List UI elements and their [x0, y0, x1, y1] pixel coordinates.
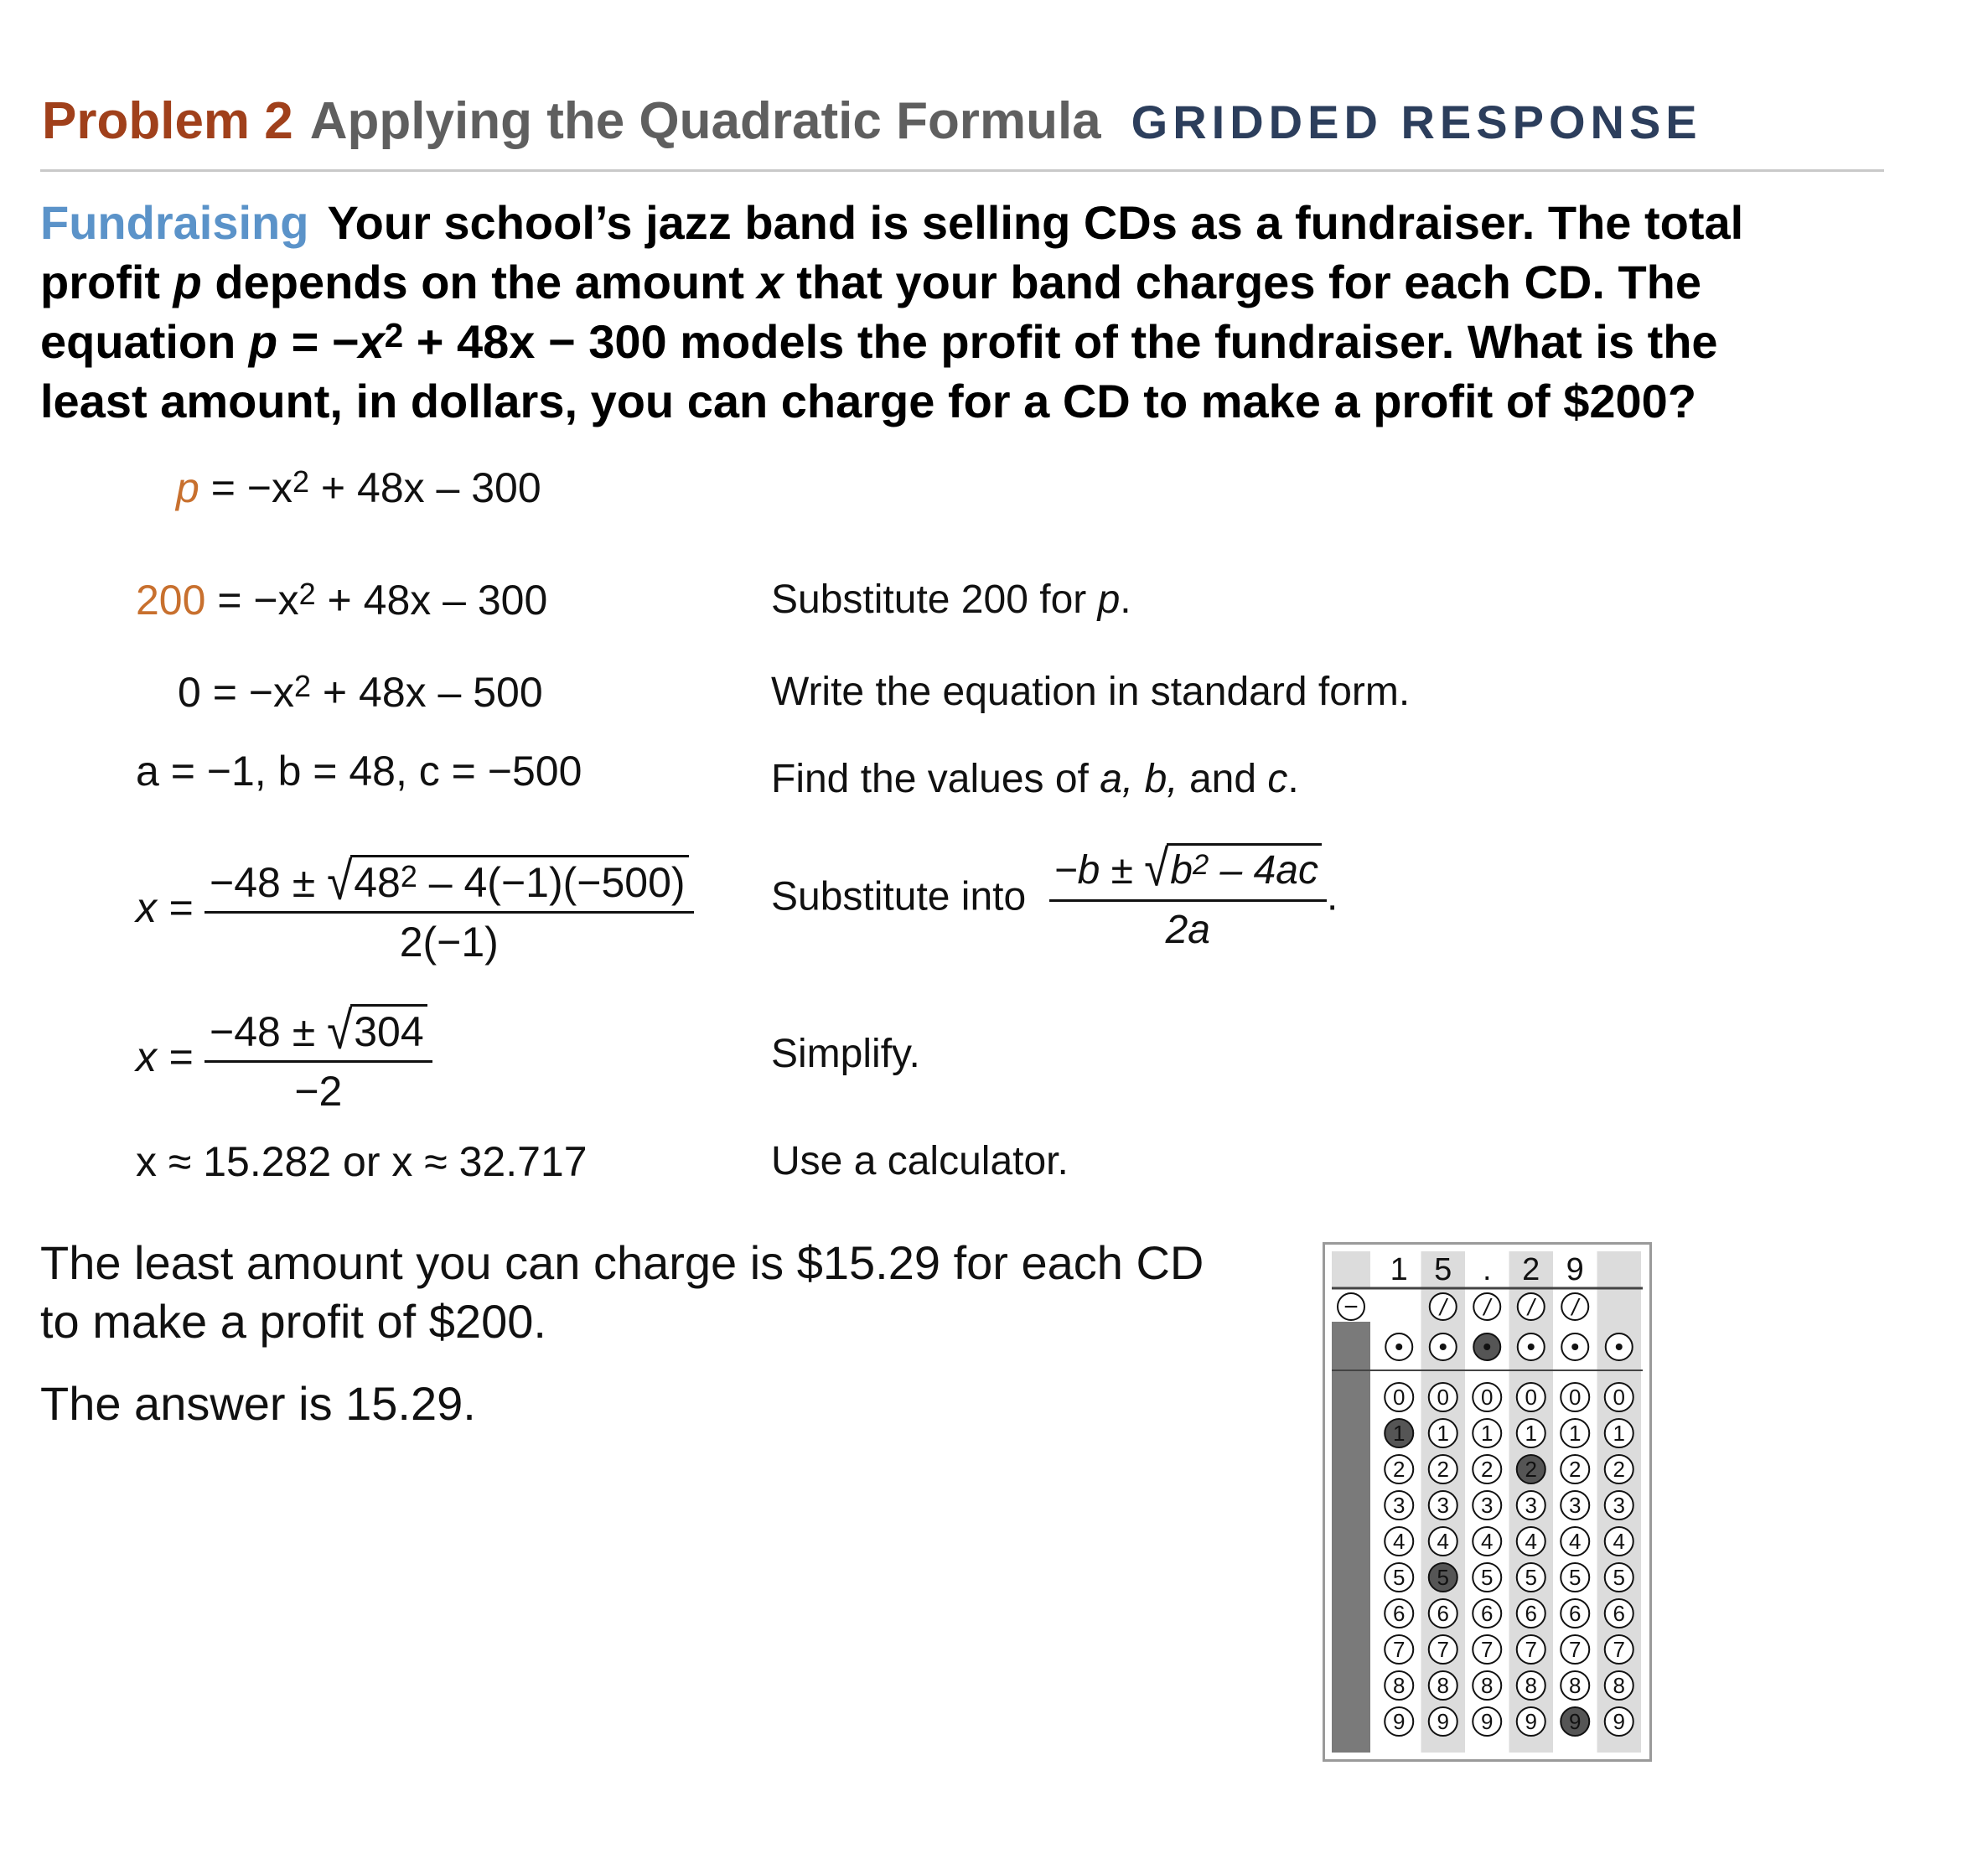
equation-part: + 48x – 300	[315, 577, 548, 624]
statement-text: profit	[40, 256, 173, 308]
grid-digit-label: 7	[1525, 1637, 1537, 1662]
grid-digit-label: 6	[1437, 1601, 1449, 1626]
equation-part: p = −x	[248, 315, 385, 368]
grid-answer-char: 5	[1434, 1252, 1452, 1287]
grid-digit-label: 9	[1569, 1709, 1582, 1734]
grid-digit-label: 1	[1569, 1421, 1582, 1446]
fraction-numerator	[1049, 840, 1327, 899]
grid-answer-char: 1	[1390, 1252, 1408, 1287]
step-var: c	[1267, 757, 1288, 801]
grid-digit-label: 0	[1525, 1385, 1537, 1410]
grid-digit-label: 8	[1481, 1673, 1494, 1698]
grid-digit-label: 5	[1613, 1565, 1625, 1590]
grid-digit-label: 8	[1437, 1673, 1449, 1698]
grid-digit-label: 0	[1613, 1385, 1625, 1410]
equation-solutions: x ≈ 15.282 or x ≈ 32.717	[136, 1138, 588, 1185]
numerator-part: −b ±	[1054, 848, 1133, 893]
grid-drawing	[1325, 1245, 1649, 1759]
grid-digit-label: 3	[1525, 1493, 1537, 1518]
grid-answer-char: 9	[1566, 1252, 1584, 1287]
conclusion	[40, 1234, 1204, 1351]
grid-digit-label: 8	[1569, 1673, 1582, 1698]
grid-digit-label: 0	[1393, 1385, 1406, 1410]
sqrt-icon: √	[1144, 840, 1169, 898]
radicand-part: – 4ac	[1209, 848, 1318, 893]
step-text: Find the values of	[771, 757, 1100, 801]
grid-decimal-dot	[1616, 1344, 1623, 1350]
grid-digit-label: 7	[1481, 1637, 1494, 1662]
problem-title: Applying the Quadratic Formula	[309, 92, 1101, 150]
grid-decimal-dot	[1483, 1344, 1490, 1350]
equation-part: + 48x – 500	[311, 669, 543, 716]
fraction	[204, 1000, 432, 1116]
header-divider	[40, 169, 1884, 172]
conclusion-line-1: The least amount you can charge is $15.29 for each CD	[40, 1236, 1204, 1289]
exponent: 2	[1192, 848, 1209, 881]
equation-part: + 48x − 300	[403, 315, 667, 368]
grid-digit-label: 1	[1437, 1421, 1449, 1446]
grid-left-bar	[1332, 1322, 1370, 1753]
step-text: .	[1287, 757, 1299, 801]
grid-digit-label: 4	[1525, 1529, 1537, 1554]
grid-decimal-dot	[1528, 1344, 1535, 1350]
grid-digit-label: 0	[1569, 1385, 1582, 1410]
radicand-part: b	[1170, 848, 1193, 893]
grid-digit-label: 6	[1393, 1601, 1406, 1626]
grid-slash-symbol: /	[1571, 1294, 1579, 1320]
exponent: 2	[400, 859, 417, 894]
grid-digit-label: 7	[1393, 1637, 1406, 1662]
step-substitute-formula	[771, 840, 1338, 955]
grid-digit-label: 3	[1569, 1493, 1582, 1518]
grid-digit-label: 4	[1613, 1529, 1625, 1554]
radicand: 304	[350, 1004, 427, 1057]
grid-digit-label: 5	[1393, 1565, 1406, 1590]
problem-number: Problem 2	[42, 92, 293, 150]
grid-digit-label: 4	[1481, 1529, 1494, 1554]
problem-tag: GRIDDED RESPONSE	[1131, 96, 1702, 148]
grid-digit-label: 2	[1569, 1457, 1582, 1482]
exponent: 2	[298, 577, 316, 612]
grid-minus-symbol: −	[1343, 1293, 1359, 1321]
grid-digit-label: 5	[1481, 1565, 1494, 1590]
grid-digit-label: 6	[1481, 1601, 1494, 1626]
equation-substituted	[136, 575, 547, 625]
grid-digit-label: 9	[1481, 1709, 1494, 1734]
grid-digit-label: 2	[1481, 1457, 1494, 1482]
grid-digit-label: 2	[1613, 1457, 1625, 1482]
grid-digit-label: 7	[1437, 1637, 1449, 1662]
grid-digit-label: 2	[1525, 1457, 1537, 1482]
step-text: Substitute into	[771, 874, 1027, 919]
grid-answer-char: .	[1482, 1252, 1492, 1287]
equation-part: = −x	[205, 577, 299, 624]
grid-header-cell	[1332, 1251, 1370, 1288]
step-calculator: Use a calculator.	[771, 1139, 1069, 1183]
radicand	[1167, 843, 1322, 896]
problem-statement	[40, 193, 1909, 431]
value-200: 200	[136, 577, 206, 624]
step-vars: a, b,	[1100, 757, 1178, 801]
numerator-part: −48 ±	[210, 1008, 316, 1055]
grid-digit-label: 6	[1613, 1601, 1625, 1626]
step-standard-form: Write the equation in standard form.	[771, 670, 1411, 714]
grid-slash-symbol: /	[1483, 1294, 1491, 1320]
statement-var-p: p	[173, 256, 202, 308]
numerator-part: −48 ±	[210, 859, 316, 906]
grid-decimal-dot	[1395, 1344, 1402, 1350]
step-simplify: Simplify.	[771, 1032, 920, 1076]
fraction-denominator: −2	[294, 1068, 343, 1115]
step-text: and	[1178, 757, 1268, 801]
statement-text: models the profit of the fundraiser. What is the	[666, 315, 1718, 368]
grid-digit-label: 8	[1525, 1673, 1537, 1698]
exponent: 2	[384, 316, 404, 355]
radicand	[350, 855, 688, 908]
grid-decimal-dot	[1440, 1344, 1447, 1350]
step-find-values	[771, 754, 1299, 805]
equation-simplified	[136, 1000, 432, 1116]
gridded-response-sheet	[1323, 1242, 1652, 1762]
radicand-part: – 4(−1)(−500)	[417, 859, 686, 906]
grid-slash-symbol: /	[1527, 1294, 1535, 1320]
equation-general	[176, 463, 541, 513]
grid-digit-label: 7	[1613, 1637, 1625, 1662]
grid-digit-label: 9	[1393, 1709, 1406, 1734]
statement-equation	[249, 315, 667, 368]
grid-digit-label: 1	[1613, 1421, 1625, 1446]
equation-coefficients: a = −1, b = 48, c = −500	[136, 748, 582, 795]
grid-digit-label: 3	[1613, 1493, 1625, 1518]
equation-lhs: x =	[136, 1033, 194, 1081]
equation-part: = −x	[199, 464, 293, 511]
grid-digit-label: 4	[1569, 1529, 1582, 1554]
statement-line-4: least amount, in dollars, you can charge for a CD to make a profit of $200?	[40, 375, 1697, 427]
equation-standard-form	[178, 667, 543, 717]
conclusion-line-2: to make a profit of $200.	[40, 1295, 546, 1348]
sqrt-icon: √	[327, 1000, 353, 1060]
grid-digit-label: 9	[1613, 1709, 1625, 1734]
statement-label: Fundraising	[40, 196, 309, 249]
grid-digit-label: 5	[1437, 1565, 1449, 1590]
grid-digit-label: 7	[1569, 1637, 1582, 1662]
grid-digit-label: 5	[1525, 1565, 1537, 1590]
grid-digit-label: 3	[1437, 1493, 1449, 1518]
grid-decimal-dot	[1571, 1344, 1578, 1350]
grid-digit-label: 3	[1481, 1493, 1494, 1518]
fraction-denominator: 2a	[1165, 908, 1210, 952]
step-text: .	[1326, 874, 1338, 919]
fraction-numerator	[204, 1000, 432, 1060]
statement-line-1: Your school’s jazz band is selling CDs as a fundraiser. The total	[327, 196, 1744, 249]
step-var: p	[1097, 577, 1121, 622]
final-answer: The answer is 15.29.	[40, 1377, 476, 1430]
statement-text: equation	[40, 315, 249, 368]
grid-digit-label: 6	[1569, 1601, 1582, 1626]
grid-digit-label: 9	[1437, 1709, 1449, 1734]
exponent: 2	[294, 669, 312, 704]
statement-var-x: x	[757, 256, 784, 308]
exponent: 2	[293, 464, 310, 500]
grid-digit-label: 5	[1569, 1565, 1582, 1590]
grid-digit-label: 2	[1393, 1457, 1406, 1482]
grid-digit-label: 1	[1393, 1421, 1406, 1446]
grid-digit-label: 3	[1393, 1493, 1406, 1518]
grid-digit-label: 1	[1525, 1421, 1537, 1446]
grid-digit-label: 8	[1393, 1673, 1406, 1698]
statement-text: depends on the amount	[201, 256, 758, 308]
radicand-part: 48	[354, 859, 401, 906]
fraction-denominator: 2(−1)	[399, 919, 499, 966]
fraction-numerator	[204, 851, 694, 911]
equation-lhs: x =	[136, 884, 194, 932]
grid-digit-label: 0	[1437, 1385, 1449, 1410]
fraction	[204, 851, 694, 967]
problem-header	[42, 91, 1702, 153]
grid-answer-char: 2	[1522, 1252, 1540, 1287]
grid-digit-label: 1	[1481, 1421, 1494, 1446]
grid-slash-symbol: /	[1439, 1294, 1447, 1320]
step-text: .	[1120, 577, 1131, 622]
var-p: p	[176, 464, 199, 511]
grid-digit-label: 2	[1437, 1457, 1449, 1482]
step-text: Substitute 200 for	[771, 577, 1098, 622]
grid-digit-label: 4	[1437, 1529, 1449, 1554]
statement-text: that your band charges for each CD. The	[783, 256, 1701, 308]
grid-digit-label: 6	[1525, 1601, 1537, 1626]
grid-digit-label: 0	[1481, 1385, 1494, 1410]
grid-digit-label: 9	[1525, 1709, 1537, 1734]
grid-digit-label: 4	[1393, 1529, 1406, 1554]
equation-part: 0 = −x	[178, 669, 294, 716]
sqrt-icon: √	[327, 851, 353, 911]
step-substitute	[771, 575, 1131, 625]
formula-fraction	[1049, 840, 1327, 955]
equation-part: + 48x – 300	[309, 464, 541, 511]
grid-digit-label: 8	[1613, 1673, 1625, 1698]
equation-quadratic-formula	[136, 851, 694, 967]
